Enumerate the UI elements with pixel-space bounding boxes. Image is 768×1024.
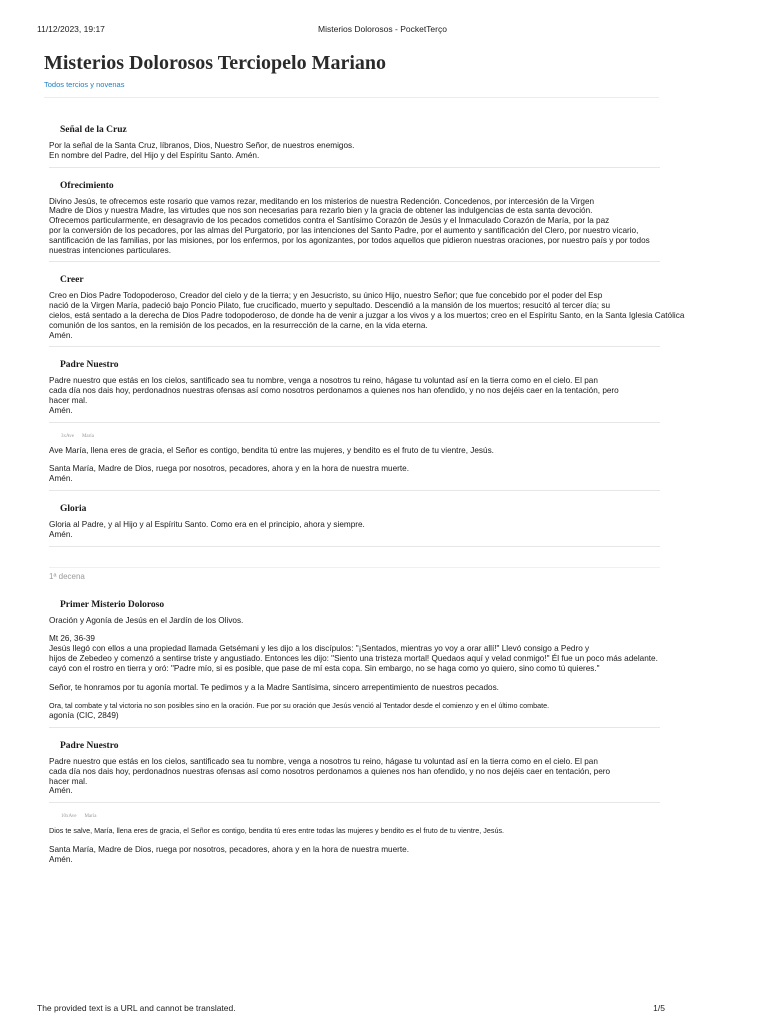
divider: [44, 97, 659, 98]
section-our-father-2: [49, 728, 660, 803]
page-number: 1/5: [653, 1003, 665, 1013]
print-footer-note: The provided text is a URL and cannot be translated.: [37, 1003, 236, 1013]
section-title: Padre Nuestro: [60, 740, 119, 751]
print-header: [37, 24, 728, 38]
all-rosaries-link[interactable]: Todos tercios y novenas: [44, 80, 125, 89]
prayer-text: Santa María, Madre de Dios, ruega por nosotros, pecadores, ahora y en la hora de nuestra muerte. Amén.: [49, 844, 409, 864]
print-footer: [37, 1003, 665, 1017]
mystery-title: Primer Misterio Doloroso: [60, 599, 165, 610]
page-content: [44, 52, 760, 870]
section-offering: [49, 168, 660, 263]
section-sign-of-cross: [49, 110, 660, 168]
repeat-prayer-name: María: [84, 814, 97, 820]
repeat-prayer-name: María: [81, 433, 94, 439]
section-title: Padre Nuestro: [60, 360, 119, 371]
decade-label: 1ª decena: [49, 567, 660, 581]
prayer-text: Por la señal de la Santa Cruz, líbranos, Dios, Nuestro Señor, de nuestros enemigos. En nombre del Padre, del Hijo y del Espíritu Santo. Amén.: [49, 141, 355, 160]
prayer-text: Creo en Dios Padre Todopoderoso, Creador del cielo y de la tierra; y en Jesucristo, su único Hijo, nuestro Señor; que fue concebido por el poder del Esp nació de la Virgen María, padeció bajo Poncio Pilato, fue crucificado, muerto y sepultado. Descendió a la mansión de los muertos; resucitó al tercer día; su cielos, está sentado a la derecha de Dios Padre todopoderoso, de donde ha de venir a juzgar a los vivos y a los muertos; creo en el Espíritu Santo, en la Santa Iglesia Católica comunión de los santos, en la remisión de los pecados, en la resurrección de la carne, en la vida eterna. Amén.: [49, 291, 685, 340]
section-first-mystery: [49, 587, 660, 728]
prayer-text: Gloria al Padre, y al Hijo y al Espíritu Santo. Como era en el principio, ahora y siempre. Amén.: [49, 519, 365, 539]
section-glory: [49, 491, 660, 547]
mystery-prayer: Señor, te honramos por tu agonía mortal. Te pedimos y a la Madre Santísima, sincero arrepentimiento de nuestros pecados.: [49, 682, 499, 692]
prayer-text: Dios te salve, María, llena eres de gracia, el Señor es contigo, bendita tú eres entre todas las mujeres y bendito es el fruto de tu vientre, Jesús.: [49, 826, 505, 836]
prayer-text: Divino Jesús, te ofrecemos este rosario que vamos rezar, meditando en los misterios de nuestra Redención. Concedenos, por intercesión de la Virgen Madre de Dios y nuestra Madre, las virtudes que nos son necesarias para rezarlo bien y la gracia de obtener las indulgencias de esta santa devoción. Ofrecemos particularmente, en desagravio de los pecados cometidos contra el Santísimo Corazón de Jesús y el Inmaculado Corazón de María, por la paz por la conversión de los pecadores, por las almas del Purgatorio, por las intenciones del Santo Padre, por el aumento y santificación del Clero, por nuestro vicario, santificación de las familias, por las misiones, por los enfermos, por los agonizantes, por todos aquellos que pidieron nuestras oraciones, por nuestro país y por todos nuestras intenciones particulares.: [49, 196, 650, 255]
repeat-count: [61, 814, 660, 819]
page-title: Misterios Dolorosos Terciopelo Mariano: [44, 52, 387, 74]
repeat-count: [61, 434, 660, 439]
section-creed: [49, 262, 685, 347]
prayer-text: Ave María, llena eres de gracia, el Señor es contigo, bendita tú entre las mujeres, y bendito es el fruto de tu vientre, Jesús.: [49, 445, 494, 455]
section-title: Creer: [60, 275, 84, 286]
section-title: Gloria: [60, 503, 87, 514]
print-datetime: 11/12/2023, 19:17: [37, 24, 105, 34]
repeat-count-label: 3xAve: [61, 433, 74, 439]
section-hail-mary: [49, 423, 660, 491]
section-title: Ofrecimiento: [60, 180, 114, 191]
mystery-subtitle: Oración y Agonía de Jesús en el Jardín de los Olivos.: [49, 615, 244, 625]
section-hail-mary-2: [49, 803, 660, 870]
prayer-text: Padre nuestro que estás en los cielos, santificado sea tu nombre, venga a nosotros tu reino, hágase tu voluntad así en la tierra como en el cielo. El pan cada día nos dais hoy, perdonadnos nuestras ofensas así como nosotros perdonamos a quienes nos han ofendido, y no nos dejéis caer en tentación, pero hacer mal. Amén.: [49, 756, 611, 796]
print-page-title: Misterios Dolorosos - PocketTerço: [318, 24, 447, 34]
prayer-text: Santa María, Madre de Dios, ruega por nosotros, pecadores, ahora y en la hora de nuestra muerte. Amén.: [49, 464, 409, 484]
gospel-reference: Mt 26, 36-39 Jesús llegó con ellos a una propiedad llamada Getsémani y les dijo a los discípulos: "¡Sentados, mientras yo voy a orar allí!" Llevó consigo a Pedro y hijos de Zebedeo y comenzó a sentirse triste y angustiado. Entonces les dijo: "Siento una tristeza mortal! Quedaos aquí y velad conmigo!" Él fue un poco más adelante. cayó con el rostro en tierra y oró: "Padre mío, si es posible, que pase de mí esta copa. Sin embargo, no se haga como yo quiero, sino como tú quieres.": [49, 634, 658, 673]
section-our-father: [49, 347, 660, 422]
cic-reference: agonía (CIC, 2849): [49, 711, 119, 721]
section-title: Señal de la Cruz: [60, 125, 127, 135]
repeat-count-label: 10xAve: [61, 814, 77, 820]
prayer-text: Padre nuestro que estás en los cielos, santificado sea tu nombre, venga a nosotros tu reino, hágase tu voluntad así en la tierra como en el cielo. El pan cada día nos dais hoy, perdonadnos nuestras ofensas así como nosotros perdonamos a quienes nos han ofendido, y no nos dejéis caer en la tentación, pero hacer mal. Amén.: [49, 376, 619, 415]
cic-quote: Ora, tal combate y tal victoria no son posibles sino en la oración. Fue por su oración que Jesús venció al Tentador desde el comienzo y en el último combate.: [49, 701, 550, 711]
